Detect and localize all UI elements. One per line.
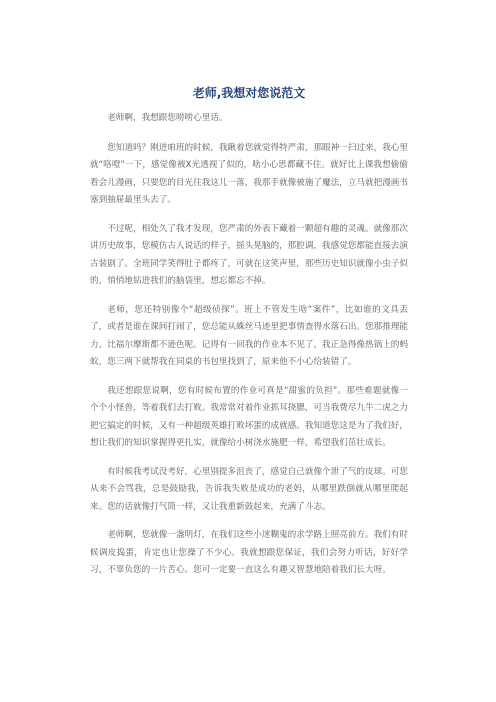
paragraph-2: 您知道吗？刚进咱班的时候，我瞅着您就觉得特严肃，那眼神一扫过来，我心里就“咯噔”一下，感觉像被X光透视了似的，啥小心思都藏不住。就好比上课我想偷偷看会儿漫画，只要您的目光往我这儿一落，我那手就像被施了魔法，立马就把漫画书塞到抽屉最里头去了。 xyxy=(90,142,408,205)
paragraph-6: 有时候我考试没考好，心里别提多沮丧了，感觉自己就像个泄了气的皮球。可您从来不会骂我，总是鼓励我，告诉我失败是成功的老妈，从哪里跌倒就从哪里爬起来。您的话就像打气筒一样，又让我重新鼓起来，充满了斗志。 xyxy=(90,466,408,512)
paragraph-5: 我还想跟您说啊，您有时候布置的作业可真是“甜蜜的负担”。那些难题就像一个个小怪兽，等着我们去打败。我常常对着作业抓耳挠腮，可当我费尽九牛二虎之力把它搞定的时候，又有一种超级英雄打败坏蛋的成就感。我知道您这是为了我们好，想让我们的知识掌握得更扎实，就像给小树浇水施肥一样，希望我们茁壮成长。 xyxy=(90,385,408,448)
paragraph-3: 不过呢，相处久了我才发现，您严肃的外表下藏着一颗超有趣的灵魂。就像那次讲历史故事，您模仿古人说话的样子，摇头晃脑的，那腔调，我感觉您都能直接去演古装剧了。全班同学笑得肚子都疼了，可就在这笑声里，那些历史知识就像小虫子似的，悄悄地钻进我们的脑袋里，想忘都忘不掉。 xyxy=(90,223,408,286)
paragraph-4: 老师，您还特别像个“超级侦探”。班上不管发生啥“案件”，比如谁的文具丢了，或者是谁在课间打闹了，您总能从蛛丝马迹里把事情查得水落石出。您那推理能力，比福尔摩斯都不逊色呢。记得有一回我的作业本不见了，我正急得像热锅上的蚂蚁，您三两下就帮我在同桌的书包里找到了，原来他不小心给装错了。 xyxy=(90,304,408,367)
paragraph-7: 老师啊，您就像一盏明灯，在我们这些小迷糊鬼的求学路上照亮前方。我们有时候调皮捣蛋，肯定也让您操了不少心。我就想跟您保证，我们会努力听话，好好学习，不辜负您的一片苦心。您可一定要一直这么有趣又智慧地陪着我们长大呀。 xyxy=(90,530,408,575)
paragraph-1: 老师啊，我想跟您唠唠心里话。 xyxy=(107,113,228,123)
document-title: 老师,我想对您说范文 xyxy=(192,86,306,100)
